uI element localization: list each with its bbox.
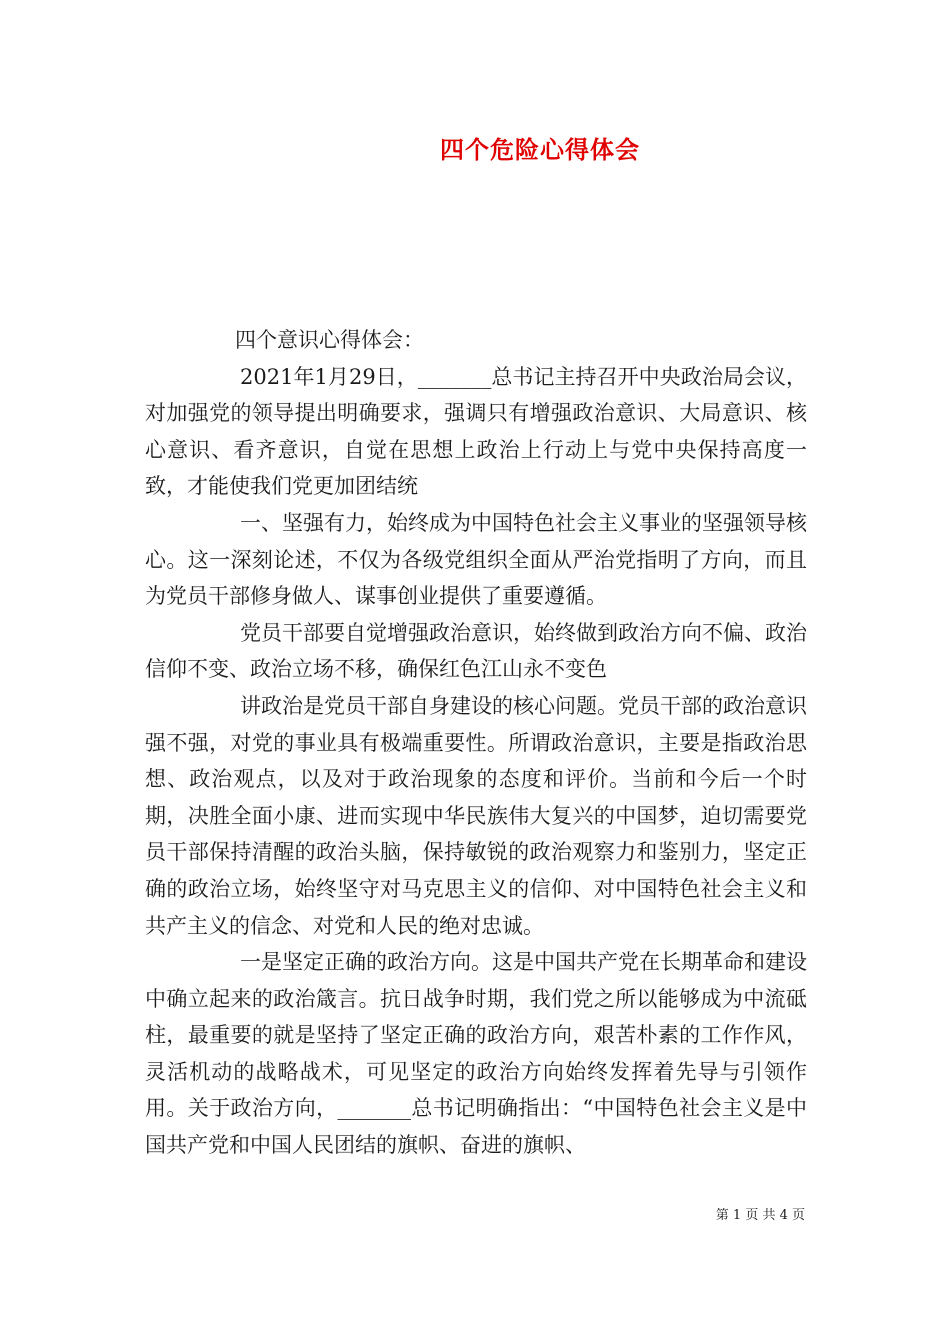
page-footer: 第 1 页 共 4 页 [715,1208,805,1223]
paragraph-1: 2021年1月29日，_______总书记主持召开中央政治局会议，对加强党的领导提出明确要求，强调只有增强政治意识、大局意识、核心意识、看齐意识，自觉在思想上政治上行动上与党中央保持高度一致，才能使我们党更加团结统 [145,364,807,499]
paragraph-2: 一、坚强有力，始终成为中国特色社会主义事业的坚强领导核心。这一深刻论述，不仅为各级党组织全面从严治党指明了方向，而且为党员干部修身做人、谋事创业提供了重要遵循。 [145,510,807,609]
document-body [145,322,807,1164]
document-title: 四个危险心得体会 [440,135,640,164]
paragraph-3: 党员干部要自觉增强政治意识，始终做到政治方向不偏、政治信仰不变、政治立场不移，确保红色江山永不变色 [145,620,807,682]
paragraph-4: 讲政治是党员干部自身建设的核心问题。党员干部的政治意识强不强，对党的事业具有极端重要性。所谓政治意识，主要是指政治思想、政治观点，以及对于政治现象的态度和评价。当前和今后一个时期，决胜全面小康、进而实现中华民族伟大复兴的中国梦，迫切需要党员干部保持清醒的政治头脑，保持敏锐的政治观察力和鉴别力，坚定正确的政治立场，始终坚守对马克思主义的信仰、对中国特色社会主义和共产主义的信念、对党和人民的绝对忠诚。 [145,693,807,938]
paragraph-5: 一是坚定正确的政治方向。这是中国共产党在长期革命和建设中确立起来的政治箴言。抗日战争时期，我们党之所以能够成为中流砥柱，最重要的就是坚持了坚定正确的政治方向，艰苦朴素的工作作风，灵活机动的战略战术，可见坚定的政治方向始终发挥着先导与引领作用。关于政治方向，_______总书记明确指出：“中国特色社会主义是中国共产党和中国人民团结的旗帜、奋进的旗帜、 [145,950,807,1158]
paragraph-heading: 四个意识心得体会： [235,328,424,352]
